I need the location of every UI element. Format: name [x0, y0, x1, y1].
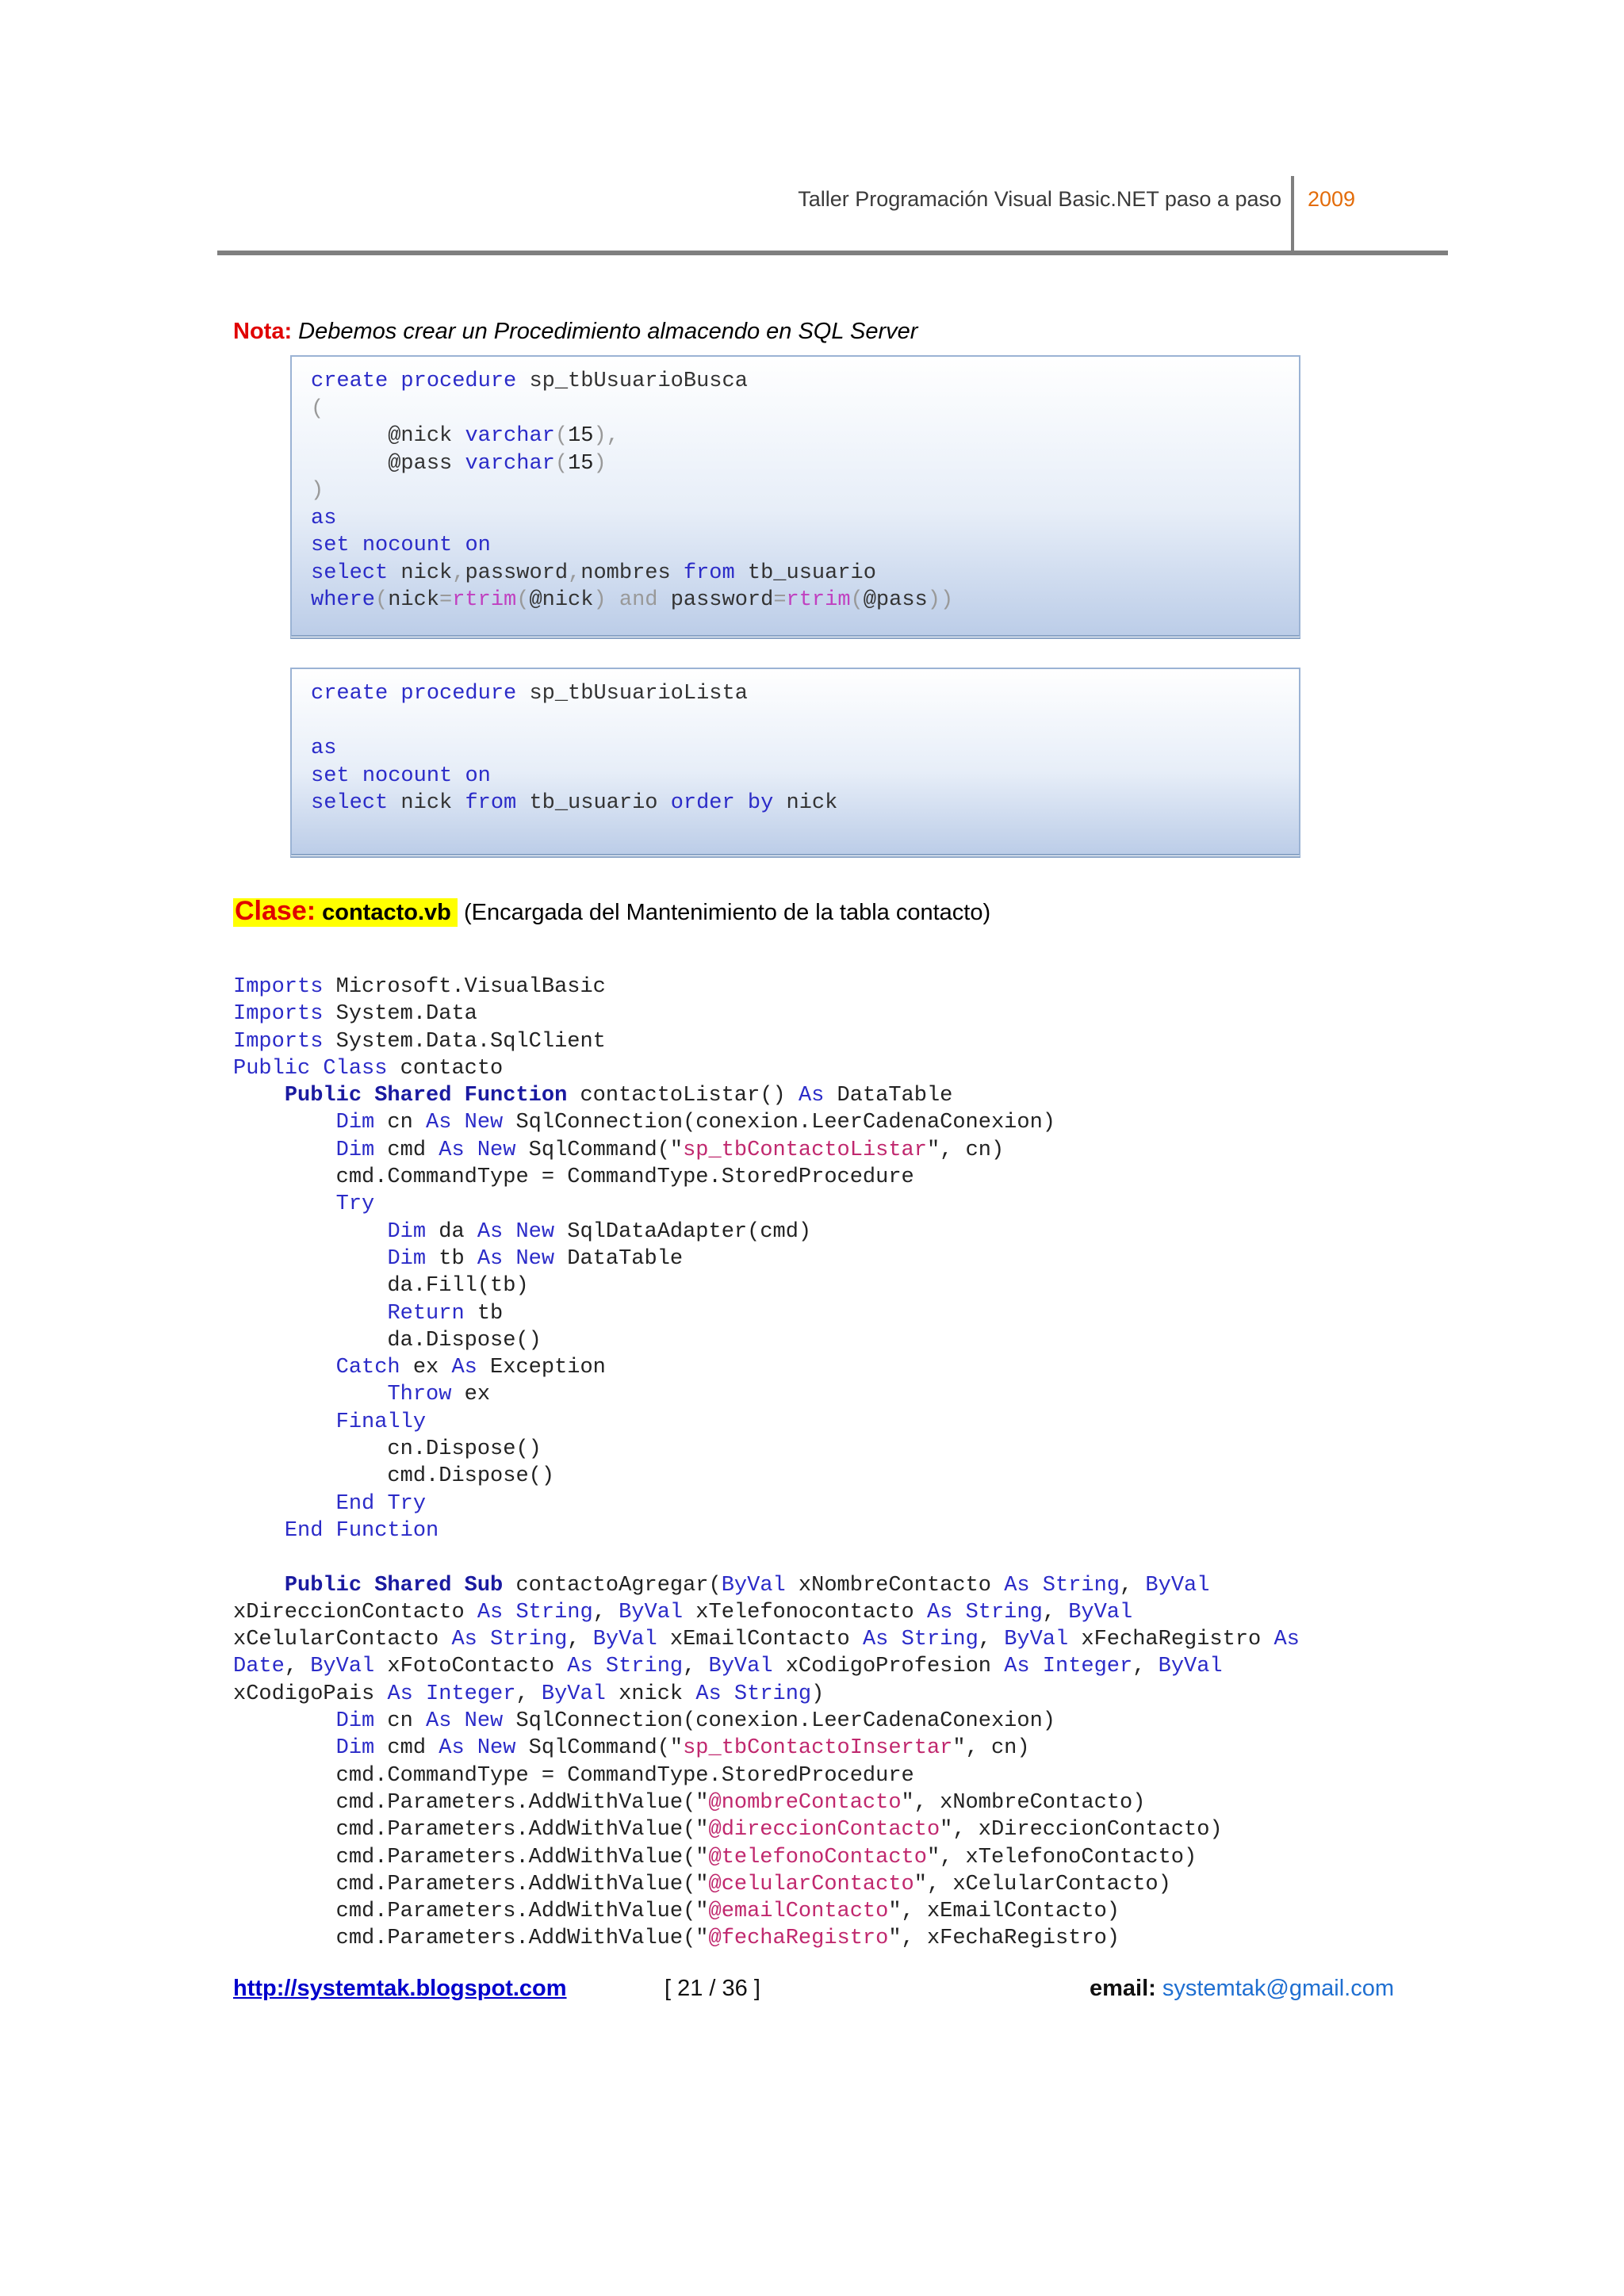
footer-email-address[interactable]: systemtak@gmail.com — [1162, 1976, 1394, 2001]
class-heading-highlight — [233, 898, 458, 927]
running-header-year: 2009 — [1308, 187, 1356, 211]
footer-email — [1090, 1976, 1394, 2002]
vb-code-listing — [233, 974, 1438, 1953]
note-label: Nota: — [233, 319, 293, 344]
sql-code-box-lista — [290, 668, 1300, 858]
vb-code: Imports Microsoft.VisualBasic Imports System.Data Imports System.Data.SqlClient Public Class contacto Public Shared Function contactoListar() As DataTable Dim cn As New SqlConnection(conexion.LeerCadenaConexion) Dim cmd As New SqlCommand("sp_tbContactoListar", cn) cmd.CommandType = CommandType.StoredProcedure Try Dim da As New SqlDataAdapter(cmd) Dim tb As New DataTable da.Fill(tb) Return tb da.Dispose() Catch ex As Exception Throw ex Finally cn.Dispose() cmd.Dispose() End Try End Function Public Shared Sub contactoAgregar(ByVal xNombreContacto As String, ByVal xDireccionContacto As String, ByVal xTelefonocontacto As String, ByVal xCelularContacto As String, ByVal xEmailContacto As String, ByVal xFechaRegistro As Date, ByVal xFotoContacto As String, ByVal xCodigoProfesion As Integer, ByVal xCodigoPais As Integer, ByVal xnick As String) Dim cn As New SqlConnection(conexion.LeerCadenaConexion) Dim cmd As New SqlCommand("sp_tbContactoInsertar", cn) cmd.CommandType = CommandType.StoredProcedure cmd.Parameters.AddWithValue("@nombreContacto", xNombreContacto) cmd.Parameters.AddWithValue("@direccionContacto", xDireccionContacto) cmd.Parameters.AddWithValue("@telefonoContacto", xTelefonoContacto) cmd.Parameters.AddWithValue("@celularContacto", xCelularContacto) cmd.Parameters.AddWithValue("@emailContacto", xEmailContacto) cmd.Parameters.AddWithValue("@fechaRegistro", xFechaRegistro) — [233, 975, 1300, 1951]
class-description: (Encargada del Mantenimiento de la tabla contacto) — [463, 900, 991, 925]
sql-code-lista: create procedure sp_tbUsuarioLista as set nocount on select nick from tb_usuario order by nick — [311, 682, 838, 815]
header-divider-vertical — [1291, 176, 1294, 252]
footer-email-label: email: — [1089, 1976, 1156, 2001]
running-header-title: Taller Programación Visual Basic.NET paso a paso — [798, 187, 1281, 211]
note-text: Debemos crear un Procedimiento almacendo en SQL Server — [298, 319, 918, 344]
class-heading — [233, 896, 990, 927]
footer-page-number: [ 21 / 36 ] — [665, 1976, 760, 2001]
class-file-name: contacto.vb — [322, 900, 451, 925]
sql-code-busca: create procedure sp_tbUsuarioBusca ( @nick varchar(15), @pass varchar(15) ) as set nocount on select nick,password,nombres from tb_usuario where(nick=rtrim(@nick) and password=rtrim(@pass)) — [311, 369, 954, 612]
footer-blog-link[interactable]: http://systemtak.blogspot.com — [233, 1976, 567, 2001]
class-label: Clase: — [235, 896, 316, 926]
header-rule — [217, 251, 1448, 255]
sql-code-box-busca — [290, 355, 1300, 639]
note-paragraph — [233, 319, 917, 345]
